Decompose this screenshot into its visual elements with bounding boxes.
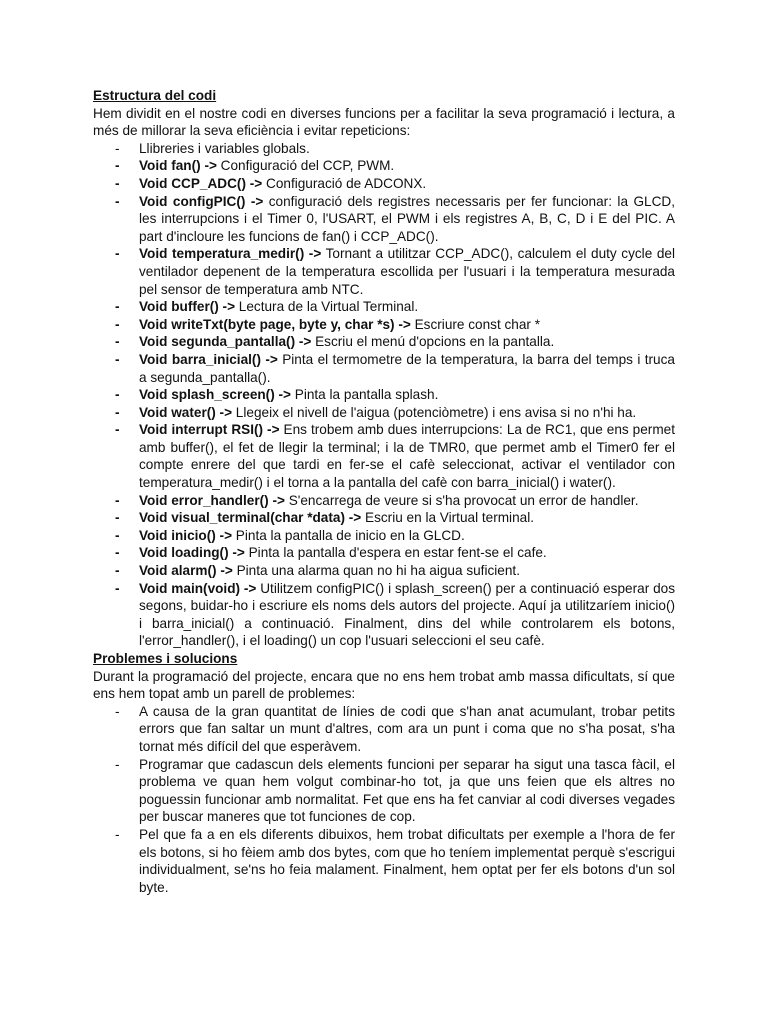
function-signature: Void visual_terminal(char *data) -> [139,510,362,526]
list-item [93,509,675,527]
item-description: Configuració del CCP, PWM. [216,158,395,174]
bullet-marker: - [115,545,120,561]
item-description: Pinta el termometre de la temperatura, la barra del temps i truca a segunda_pantalla(). [139,351,675,385]
list-item [93,193,675,246]
list-item [93,527,675,545]
bullet-marker: - [115,404,120,420]
item-description: Utilitzem configPIC() i splash_screen() per a continuació esperar dos segons, buidar-ho i escriure els noms dels autors del projecte. Aquí ja utilitzaríem inicio() i barra_inicial() a continuació. Finalment, dins del while controlarem els botons, l'error_handler(), i el loading() un cop l'usuari seleccioni el seu cafè. [139,580,676,649]
list-item [93,175,675,193]
item-description: configuració dels registres necessaris per fer funcionar: la GLCD, les interrupcions i el Timer 0, l'USART, el PWM i els registres A, B, C, D i E del PIC. A part d'incloure les funcions de fan() i CCP_ADC(). [139,193,675,244]
item-description: Pinta una alarma quan no hi ha aigua suficient. [232,563,520,579]
section-title-problems: Problemes i solucions [93,651,238,666]
bullet-marker: - [115,563,120,579]
bullet-marker: - [115,527,120,543]
bullet-marker: - [115,316,120,332]
section-intro-problems: Durant la programació del projecte, encara que no ens hem trobat amb massa dificultats, sí que ens hem topat amb un parell de problemes: [93,668,675,702]
bullet-marker: - [115,580,120,596]
function-signature: Void configPIC() -> [139,193,264,209]
item-description: Pinta la pantalla splash. [290,387,439,403]
bullet-marker: - [115,387,120,403]
list-item [93,333,675,351]
section-intro-code-structure: Hem dividit en el nostre codi en diverses funcions per a facilitar la seva programació i lectura, a més de millorar la seva eficiència i evitar repeticions: [93,105,675,139]
function-signature: Void buffer() -> [139,299,236,315]
function-signature: Void interrupt RSI() -> [139,422,280,438]
item-description: Pel que fa a en els diferents dibuixos, hem trobat dificultats per exemple a l'hora de fer els botons, si ho fèiem amb dos bytes, com que ho teníem implementat perquè s'escrigui individualment, se'ns ho feia malament. Finalment, hem optat per fer els botons d'un sol byte. [139,826,675,895]
bullet-marker: - [115,158,120,174]
function-signature: Void alarm() -> [139,563,233,579]
list-item [93,544,675,562]
list-item [93,245,675,298]
function-signature: Void temperatura_medir() -> [139,246,322,262]
function-signature: Void main(void) -> [139,580,257,596]
function-list [93,140,675,650]
function-signature: Void water() -> [139,404,233,420]
bullet-marker: - [115,193,120,209]
list-item [93,703,675,756]
item-description: Escriu en la Virtual terminal. [361,510,534,526]
list-item [93,404,675,422]
item-description: Llegeix el nivell de l'aigua (potenciòmetre) i ens avisa si no n'hi ha. [232,404,637,420]
item-description: Pinta la pantalla d'espera en estar fent-se el cafe. [244,545,547,561]
item-description: Programar que cadascun dels elements funcioni per separar ha sigut una tasca fàcil, el problema ve quan hem volgut combinar-ho tot, ja que uns feien que els altres no poguessin funcionar amb normalitat. Fet que ens ha fet canviar al codi diverses vegades per buscar maneres que tot funciones de cop. [139,756,675,825]
item-description: Llibreries i variables globals. [139,140,310,156]
list-item [93,580,675,650]
function-signature: Void CCP_ADC() -> [139,175,263,191]
list-item [93,756,675,826]
function-signature: Void fan() -> [139,158,217,174]
section-title-code-structure: Estructura del codi [93,88,217,103]
document-page [93,87,675,896]
item-description: Lectura de la Virtual Terminal. [235,299,419,315]
bullet-marker: - [115,246,120,262]
bullet-marker: - [115,422,120,438]
bullet-marker: - [115,756,120,772]
list-item [93,826,675,896]
item-description: Ens trobem amb dues interrupcions: La de RC1, que ens permet amb buffer(), el fet de llegir la terminal; i la de TMR0, que permet amb el Timer0 fer el compte enrere del que tardi en fer-se el cafè seleccionat, activar el ventilador con temperatura_medir() i el torna a la pantalla del cafè con barra_inicial() i water(). [139,422,675,491]
list-item [93,386,675,404]
function-signature: Void writeTxt(byte page, byte y, char *s) -> [139,316,411,332]
item-description: A causa de la gran quantitat de línies de codi que s'han anat acumulant, trobar petits errors que fan saltar un munt d'altres, com ara un punt i coma que no s'ha posat, s'ha tornat més difícil del que esperàvem. [139,703,675,754]
function-signature: Void loading() -> [139,545,245,561]
list-item [93,562,675,580]
bullet-marker: - [115,299,120,315]
item-description: Configuració de ADCONX. [262,175,427,191]
bullet-marker: - [115,703,120,719]
bullet-marker: - [115,175,120,191]
list-item [93,351,675,386]
list-item [93,492,675,510]
list-item [93,316,675,334]
bullet-marker: - [115,826,120,842]
list-item [93,298,675,316]
function-signature: Void splash_screen() -> [139,387,291,403]
list-item [93,140,675,158]
item-description: S'encarrega de veure si s'ha provocat un error de handler. [284,492,639,508]
function-signature: Void segunda_pantalla() -> [139,334,312,350]
item-description: Tornant a utilitzar CCP_ADC(), calculem el duty cycle del ventilador depenent de la temperatura escollida per l'usuari i la temperatura mesurada pel sensor de temperatura amb NTC. [139,246,675,297]
problem-list [93,703,675,897]
bullet-marker: - [115,140,120,156]
item-description: Escriure const char * [410,316,541,332]
bullet-marker: - [115,334,120,350]
list-item [93,421,675,491]
function-signature: Void error_handler() -> [139,492,285,508]
list-item [93,157,675,175]
bullet-marker: - [115,492,120,508]
bullet-marker: - [115,510,120,526]
item-description: Escriu el menú d'opcions en la pantalla. [311,334,555,350]
bullet-marker: - [115,351,120,367]
function-signature: Void inicio() -> [139,527,233,543]
item-description: Pinta la pantalla de inicio en la GLCD. [232,527,465,543]
function-signature: Void barra_inicial() -> [139,351,278,367]
